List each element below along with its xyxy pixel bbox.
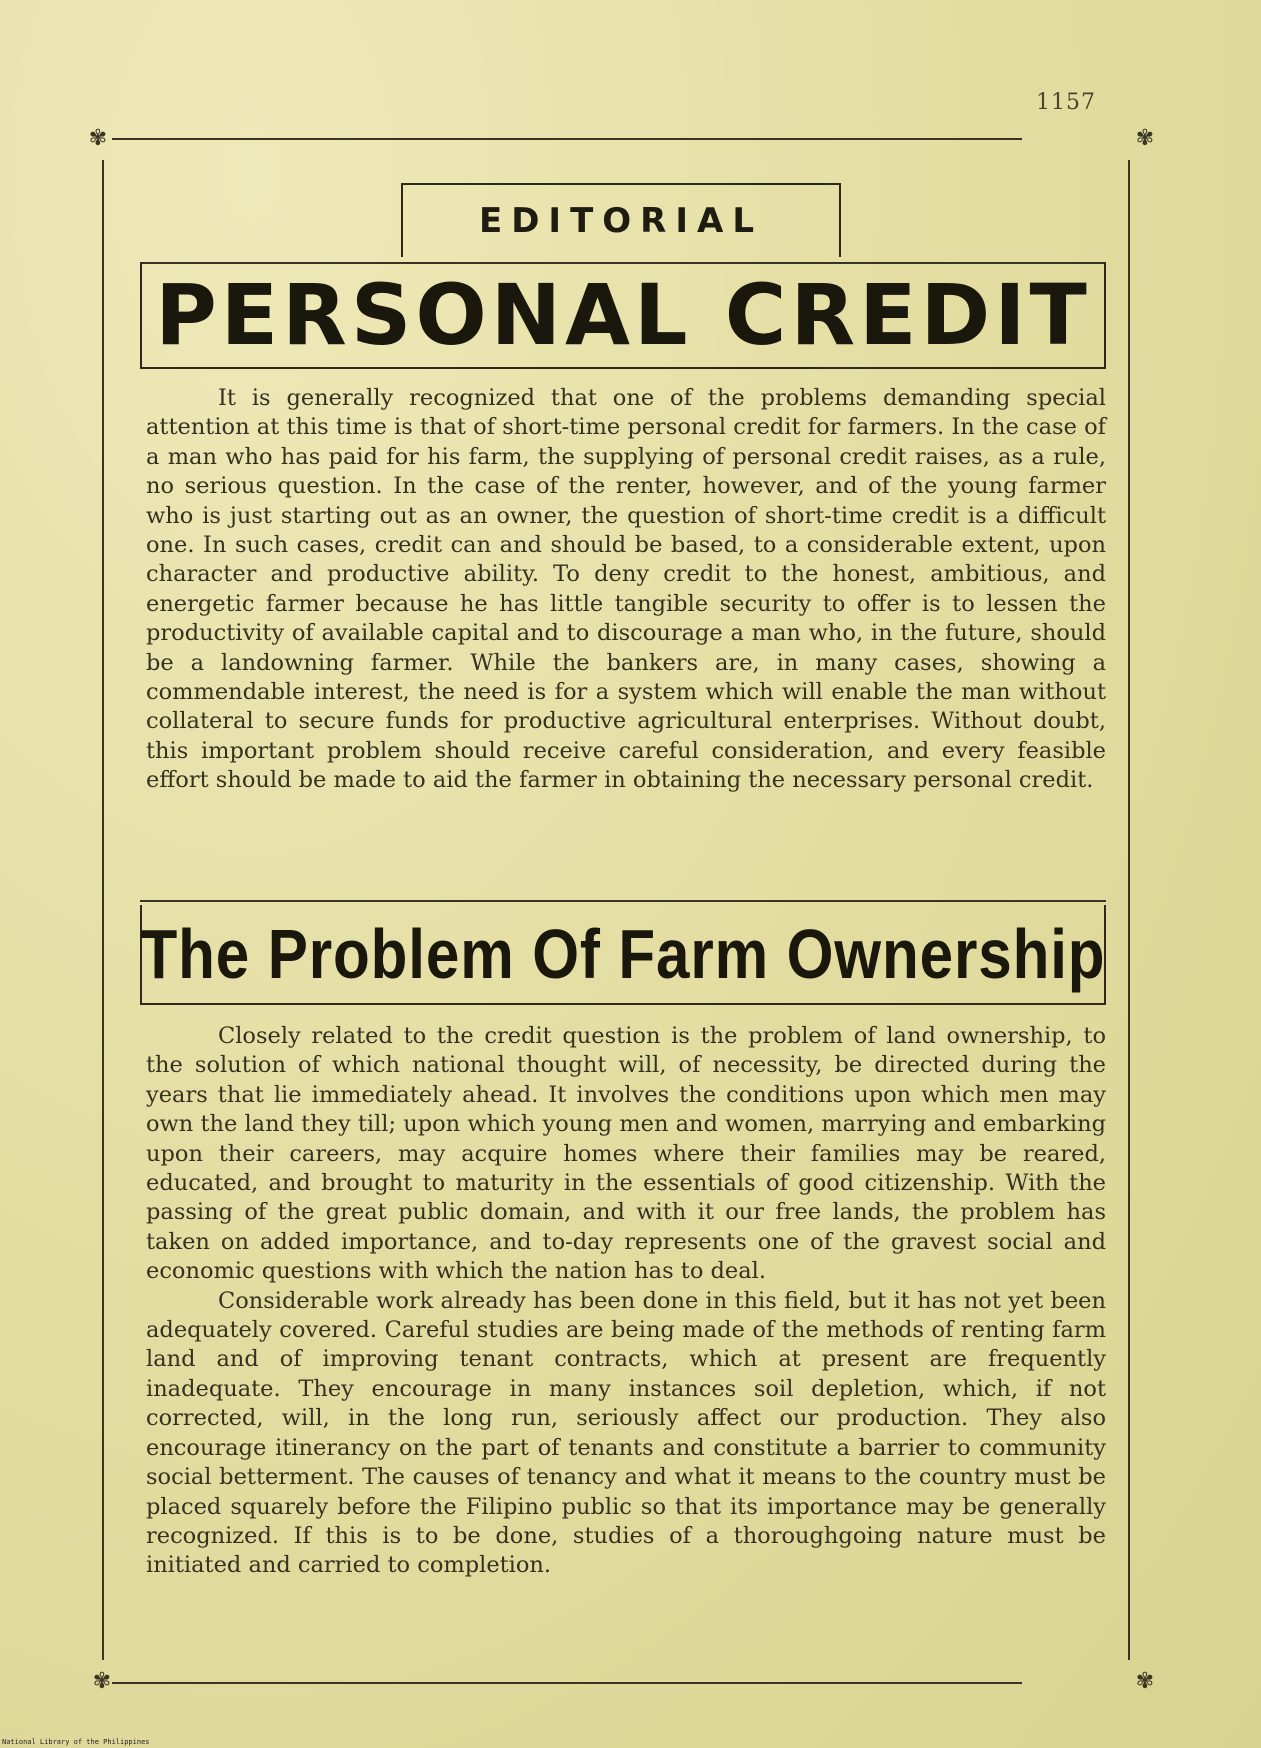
article-body-farm-ownership <box>146 1022 1106 1581</box>
corner-ornament-bottom-left: ✾ <box>92 1669 112 1694</box>
article-separator-rule <box>140 900 1106 902</box>
section-label-box <box>401 183 841 257</box>
article-paragraph: It is generally recognized that one of the problems demanding special attention at this time is that of short-time personal credit for farmers. In the case of a man who has paid for his farm, the supplying of personal credit raises, as a rule, no serious question. In the case of the renter, however, and of the young farmer who is just starting out as an owner, the question of short-time credit is a difficult one. In such cases, credit can and should be based, to a considerable extent, upon character and productive ability. To deny credit to the honest, ambitious, and energetic farmer because he has little tangible security to offer is to lessen the productivity of available capital and to discourage a man who, in the future, should be a landowning farmer. While the bankers are, in many cases, showing a commendable interest, the need is for a system which will enable the man without collateral to secure funds for productive agricultural enterprises. Without doubt, this important problem should receive careful consideration, and every feasible effort should be made to aid the farmer in obtaining the necessary personal credit. <box>146 385 1106 794</box>
frame-right-rule <box>1128 160 1130 1660</box>
frame-left-rule <box>102 160 104 1660</box>
frame-bottom-rule <box>112 1682 1022 1684</box>
page-number: 1157 <box>1036 90 1096 115</box>
headline-1-box <box>140 262 1106 369</box>
corner-ornament-top-left: ✾ <box>88 126 108 151</box>
headline-2-box <box>140 905 1106 1005</box>
corner-ornament-bottom-right: ✾ <box>1135 1669 1155 1694</box>
frame-top-rule <box>112 138 1022 140</box>
article-body-personal-credit <box>146 384 1106 796</box>
library-credit: National Library of the Philippines <box>2 1738 150 1746</box>
article-paragraph: Considerable work already has been done in this field, but it has not yet been adequately covered. Careful studies are being made of the methods of renting farm land and of improving tenant contracts, which at present are frequently inadequate. They encourage in many instances soil depletion, which, if not corrected, will, in the long run, seriously affect our production. They also encourage itinerancy on the part of tenants and constitute a barrier to community social betterment. The causes of tenancy and what it means to the country must be placed squarely before the Filipino public so that its importance may be generally recognized. If this is to be done, studies of a thoroughgoing nature must be initiated and carried to completion. <box>146 1287 1106 1579</box>
section-label: EDITORIAL <box>478 201 763 241</box>
article-title-personal-credit: PERSONAL CREDIT <box>155 265 1091 364</box>
corner-ornament-top-right: ✾ <box>1135 126 1155 151</box>
article-title-farm-ownership: The Problem Of Farm Ownership <box>140 915 1106 993</box>
article-paragraph: Closely related to the credit question is the problem of land ownership, to the solution of which national thought will, of necessity, be directed during the years that lie immediately ahead. It involves the conditions upon which men may own the land they till; upon which young men and women, marrying and embarking upon their careers, may acquire homes where their families may be reared, educated, and brought to maturity in the essentials of good citizenship. With the passing of the great public domain, and with it our free lands, the problem has taken on added importance, and to-day represents one of the gravest social and economic questions with which the nation has to deal. <box>146 1023 1106 1285</box>
